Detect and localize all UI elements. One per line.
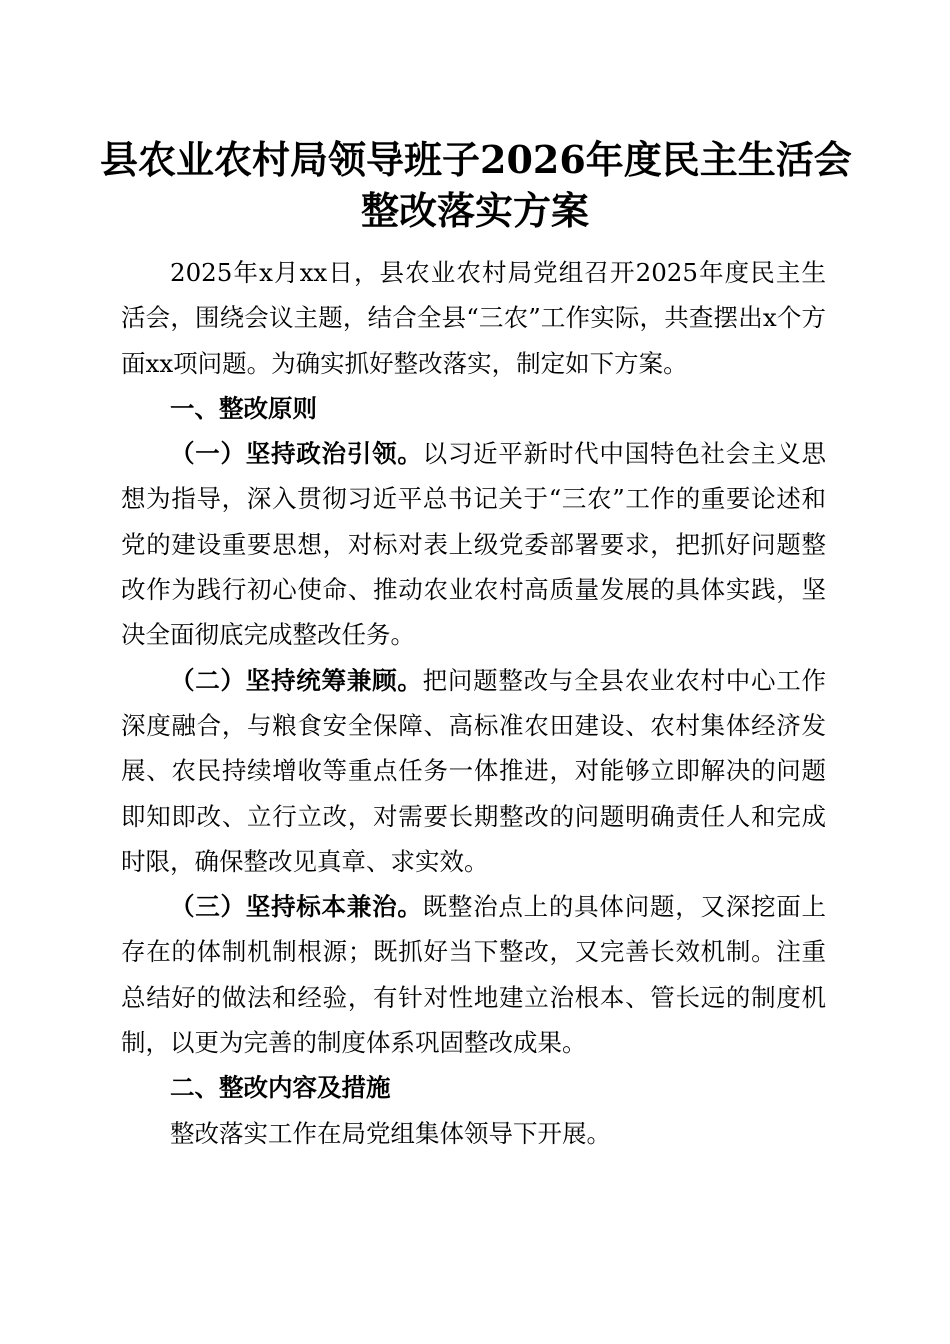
measures-paragraph: 整改落实工作在局党组集体领导下开展。 — [170, 1118, 611, 1148]
principle-paragraph-1 — [121, 431, 826, 657]
principle-1-text: 以习近平新时代中国特色社会主义思想为指导，深入贯彻习近平总书记关于“三农”工作的重要论述和党的建设重要思想，对标对表上级党委部署要求，把抓好问题整改作为践行初心使命、推动农业农村高质量发展的具体实践，坚决全面彻底完成整改任务。 — [121, 439, 827, 650]
principle-1-lead: （一）坚持政治引领。 — [170, 439, 423, 469]
document-title-line-1: 县农业农村局领导班子2026年度民主生活会 — [100, 137, 852, 182]
principle-2-lead: （二）坚持统筹兼顾。 — [170, 665, 423, 695]
document-title-line-2: 整改落实方案 — [360, 188, 589, 233]
principle-2-text: 把问题整改与全县农业农村中心工作深度融合，与粮食安全保障、高标准农田建设、农村集体经济发展、农民持续增收等重点任务一体推进，对能够立即解决的问题即知即改、立行立改，对需要长期整改的问题明确责任人和完成时限，确保整改见真章、求实效。 — [121, 665, 827, 876]
principle-paragraph-3 — [121, 884, 826, 1065]
principle-paragraph-2 — [121, 658, 826, 884]
document-body — [121, 250, 826, 1156]
principle-3-text: 既整治点上的具体问题，又深挖面上存在的体制机制根源；既抓好当下整改，又完善长效机制。注重总结好的做法和经验，有针对性地建立治根本、管长远的制度机制，以更为完善的制度体系巩固整改成果。 — [121, 892, 827, 1058]
intro-paragraph: 2025年x月xx日，县农业农村局党组召开2025年度民主生活会，围绕会议主题，结合全县“三农”工作实际，共查摆出x个方面xx项问题。为确实抓好整改落实，制定如下方案。 — [121, 258, 826, 378]
section-heading-principles: 一、整改原则 — [170, 393, 317, 423]
section-heading-measures: 二、整改内容及措施 — [170, 1073, 391, 1103]
principle-3-lead: （三）坚持标本兼治。 — [170, 892, 423, 922]
